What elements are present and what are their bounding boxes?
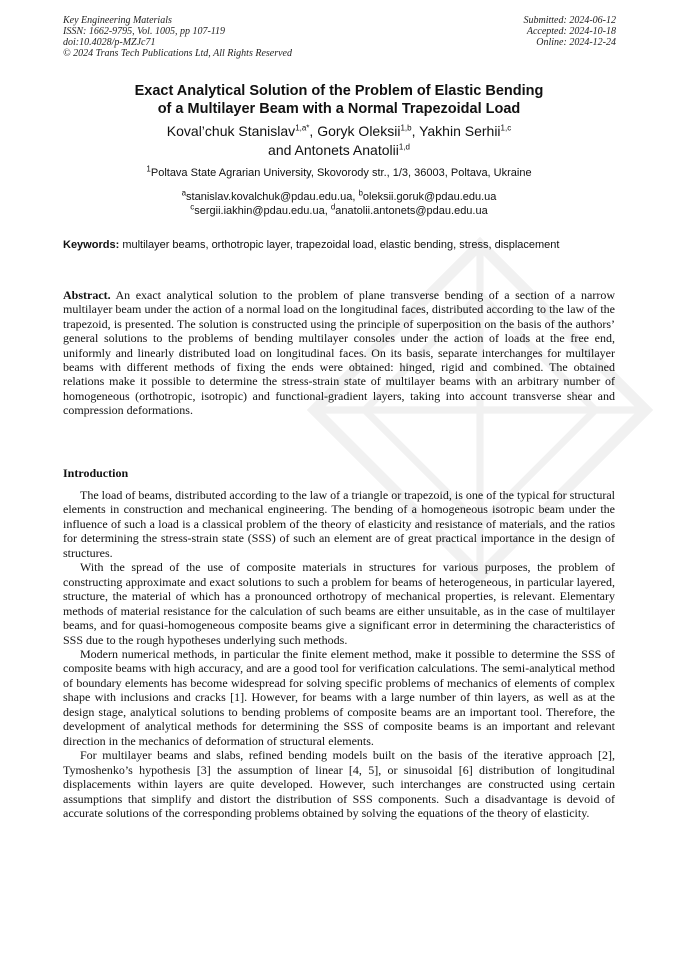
paragraph: The load of beams, distributed according to the law of a triangle or trapezoid, is one of the typical for structural elements in construction and mechanical engineering. The bending of a homogeneous isotropic beam under the influence of such a load is a classical problem of the theory of elasticity and resistance of materials, and the ratios for determining the stress-strain state (SSS) of such an element are of great practical importance in the design of structures.: [63, 488, 615, 560]
email-c: sergii.iakhin@pdau.edu.ua: [194, 205, 325, 217]
introduction-body: [63, 488, 615, 820]
online-date: Online: 2024-12-24: [536, 37, 616, 48]
author-3-sup: 1,c: [500, 123, 512, 133]
keywords: [63, 238, 615, 252]
author-3: Yakhin Serhii: [419, 123, 501, 139]
author-2: Goryk Oleksii: [317, 123, 401, 139]
author-4: Antonets Anatolii: [294, 142, 399, 158]
journal-name: Key Engineering Materials: [63, 15, 172, 26]
email-b-sup: b: [358, 188, 363, 198]
email-list: $^a$stanislav.kovalchuk@pdau.edu.ua, $^b$oleksii.goruk@pdau.edu.ua $^c$sergii.iakhin@pdau.edu.ua, $^d$anatolii.antonets@pdau.edu.ua: [181, 188, 497, 217]
author-list: Koval’chuk Stanislav$^{1,a*}$, Goryk Oleksii$^{1,b}$, Yakhin Serhii$^{1,c}$ and Antonets Anatolii$^{1,d}$: [166, 123, 512, 158]
introduction-heading: Introduction: [63, 466, 129, 480]
email-c-sup: c: [190, 202, 195, 212]
paragraph: Modern numerical methods, in particular the finite element method, make it possible to determine the SSS of composite beams with high accuracy, and are a good tool for verification calculations. The semi-analytical method of boundary elements has become widespread for solving specific problems of mechanics of elements of complex shape with inclusions and cracks [1]. However, for beams with a large number of thin layers, as well as at the design stage, analytical solutions to bending problems of composite beams are an important tool. Therefore, the development of analytical methods for determining the SSS of composite beams is an important and relevant direction in the mechanics of deformation of structural elements.: [63, 646, 615, 748]
keywords-text: multilayer beams, orthotropic layer, trapezoidal load, elastic bending, stress, displacement: [122, 239, 560, 251]
author-4-sup: 1,d: [398, 142, 410, 152]
affiliation-text: Poltava State Agrarian University, Skovorody str., 1/3, 36003, Poltava, Ukraine: [150, 167, 532, 179]
issn-line: ISSN: 1662-9795, Vol. 1005, pp 107-119: [63, 26, 226, 37]
author-1: Koval’chuk Stanislav: [166, 123, 296, 139]
paragraph: For multilayer beams and slabs, refined bending models built on the basis of the iterative approach [2], Tymoshenko’s hypothesis [3] the assumption of linear [4, 5], or sinusoidal [6] distribution of longitudinal displacements within layers are quite developed. However, such interchanges are constructed using certain assumptions that simplify and distort the distribution of SSS components. Such a disadvantage is devoid of accurate solutions of the corresponding problems obtained by solving the equations of the theory of elasticity.: [63, 748, 615, 820]
author-1-sup: 1,a*: [295, 123, 310, 133]
email-a: stanislav.kovalchuk@pdau.edu.ua: [186, 191, 353, 203]
affiliation-sup: 1: [146, 164, 151, 174]
abstract-text: An exact analytical solution to the problem of plane transverse bending of a section of a narrow multilayer beam under the action of a normal load on the longitudinal faces, distributed according to the law of the trapezoid, is presented. The solution is constructed using the principle of superposition on the basis of the authors’ general solutions to the problems of bending multilayer consoles under the action of loads at the free end, uniformly and linearly distributed load on longitudinal faces. On its basis, separate interchanges for multilayer beams with different methods of fixing the ends were obtained: hinged, rigid and combined. The obtained relations make it possible to determine the stress-strain state of multilayer beams with an arbitrary number of homogeneous (orthotropic, isotropic) and functional-gradient layers, taking into account transverse shear and compression deformations.: [63, 288, 615, 418]
copyright-line: © 2024 Trans Tech Publications Ltd, All Rights Reserved: [63, 48, 292, 59]
submitted-date: Submitted: 2024-06-12: [523, 15, 616, 26]
author-and: and: [268, 142, 295, 158]
dates-info: [524, 15, 617, 48]
paper-title: [63, 82, 615, 118]
affiliation: [63, 166, 615, 180]
paragraph: With the spread of the use of composite materials in structures for various purposes, the problem of constructing approximate and exact solutions to such a problem for beams of heterogeneous, in particular layered, structure, the material of which has a pronounced orthotropy of mechanical properties, is relevant. Elementary methods of material resistance for the calculation of such beams are either unsuitable, as in the case of multilayer beams, and for quasi-homogeneous composite beams give a significant error in determining the characteristics of SSS due to the rough hypotheses underlying such methods.: [63, 560, 615, 647]
journal-info: [63, 15, 292, 59]
title-line-1: Exact Analytical Solution of the Problem of Elastic Bending: [134, 83, 544, 99]
keywords-label: Keywords:: [63, 239, 120, 251]
doi-line: doi:10.4028/p-MZJc71: [63, 37, 156, 48]
email-d: anatolii.antonets@pdau.edu.ua: [335, 205, 488, 217]
abstract: [63, 288, 615, 418]
author-2-sup: 1,b: [400, 123, 412, 133]
email-b: oleksii.goruk@pdau.edu.ua: [362, 191, 497, 203]
title-line-2: of a Multilayer Beam with a Normal Trapezoidal Load: [157, 101, 521, 117]
email-d-sup: d: [330, 202, 336, 212]
accepted-date: Accepted: 2024-10-18: [526, 26, 616, 37]
abstract-label: Abstract.: [63, 288, 111, 302]
email-a-sup: a: [181, 188, 187, 198]
